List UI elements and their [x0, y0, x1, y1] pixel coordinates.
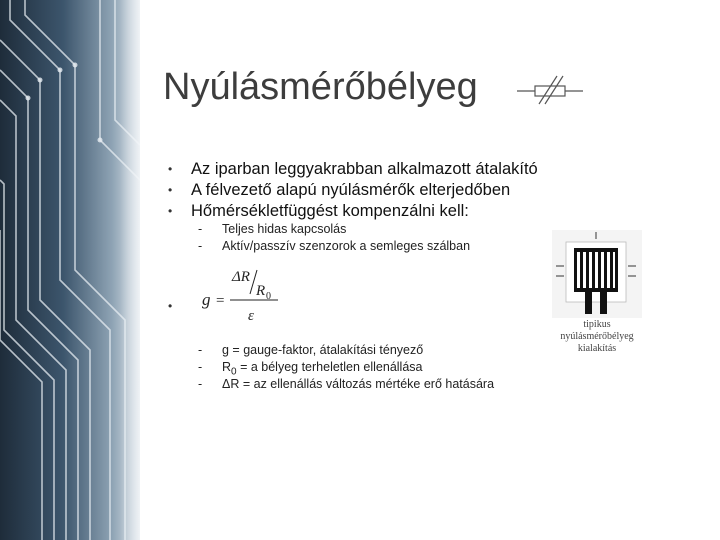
formula-lhs: g: [202, 290, 211, 309]
sub-item-text: g = gauge-faktor, átalakítási tényező: [222, 343, 424, 357]
strain-gauge-diagram: [552, 230, 642, 318]
dash-marker: -: [198, 239, 203, 253]
strain-gauge-symbol-icon: [517, 74, 585, 108]
dash-marker: -: [198, 377, 203, 391]
bullet-marker: •: [168, 299, 173, 313]
bullet-text: Az iparban leggyakrabban alkalmazott átalakító: [191, 160, 538, 178]
bullet-marker: •: [168, 162, 173, 176]
formula-numerator: ΔR: [232, 269, 250, 285]
formula-sub-zero: 0: [266, 291, 271, 302]
gauge-factor-formula: [200, 264, 290, 324]
dash-marker: -: [198, 222, 203, 236]
diagram-caption: [552, 319, 642, 355]
circuit-traces-graphic: [0, 0, 140, 540]
sub-item-text: Teljes hidas kapcsolás: [222, 222, 347, 236]
formula-denominator: ε: [248, 308, 254, 324]
bullet-text: Hőmérsékletfüggést kompenzálni kell:: [191, 202, 469, 220]
formula-r: R: [256, 283, 266, 299]
dash-marker: -: [198, 360, 203, 374]
r-subscript: 0: [231, 366, 237, 378]
band-fade: [120, 0, 160, 540]
sub-item-text: ΔR = az ellenállás változás mértéke erő hatására: [222, 377, 495, 391]
r-symbol: R: [222, 360, 232, 374]
bullet-marker: •: [168, 204, 173, 218]
dash-marker: -: [198, 343, 203, 357]
caption-line: kialakítás: [577, 343, 617, 354]
bullet-marker: •: [168, 183, 173, 197]
caption-line: tipikus: [583, 319, 611, 330]
r-definition: = a bélyeg terheletlen ellenállása: [236, 360, 423, 374]
slide-title: Nyúlásmérőbélyeg: [163, 66, 478, 108]
formula-equals: =: [216, 293, 225, 309]
decorative-circuit-band: [0, 0, 140, 540]
bullet-text: A félvezető alapú nyúlásmérők elterjedőben: [191, 181, 511, 199]
caption-line: nyúlásmérőbélyeg: [560, 331, 634, 342]
sub-item-text: Aktív/passzív szenzorok a semleges szálban: [222, 239, 471, 253]
